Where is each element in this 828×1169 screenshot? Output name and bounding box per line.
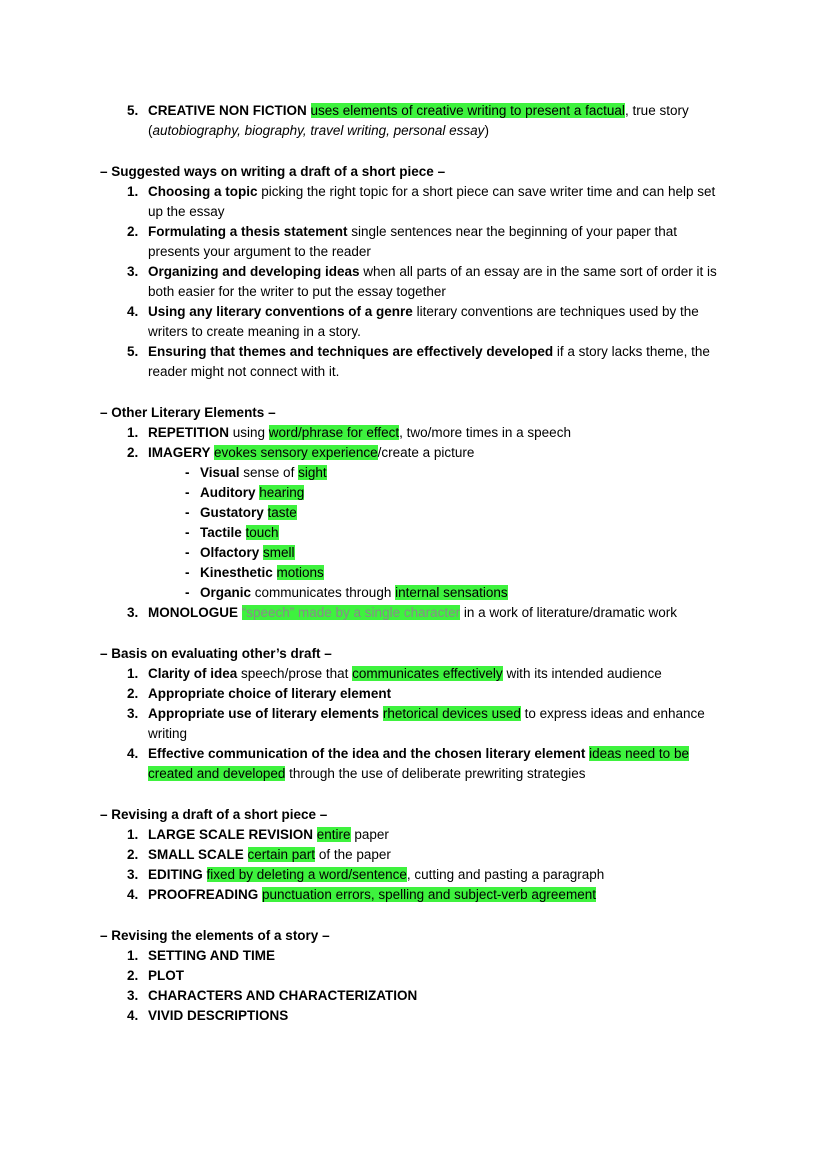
highlighted-run: sight xyxy=(298,465,327,480)
text-run: SMALL SCALE xyxy=(148,847,248,862)
item-text xyxy=(148,744,728,784)
dash-list-item xyxy=(185,523,728,543)
text-run: Kinesthetic xyxy=(200,565,277,580)
highlighted-run: motions xyxy=(276,565,324,580)
text-run: Clarity of idea xyxy=(148,666,242,681)
highlighted-run: word/phrase for effect xyxy=(268,425,400,440)
highlighted-run: ideas need to be created and developed xyxy=(148,746,689,781)
item-number: 2. xyxy=(127,445,139,460)
dash-bullet: - xyxy=(185,465,190,480)
numbered-list-item xyxy=(127,182,728,222)
text-run: EDITING xyxy=(148,867,207,882)
text-run: single sentences near the beginning of your paper that presents your argument to the reader xyxy=(148,224,678,259)
text-run: MONOLOGUE xyxy=(148,605,242,620)
dash-list-item xyxy=(185,543,728,563)
item-text xyxy=(148,664,728,684)
dash-bullet: - xyxy=(185,585,190,600)
text-run: speech/prose that xyxy=(241,666,353,681)
item-number: 1. xyxy=(127,948,139,963)
item-text xyxy=(148,946,728,966)
dash-bullet: - xyxy=(185,545,190,560)
document-section xyxy=(100,403,728,623)
numbered-list-item xyxy=(127,342,728,382)
text-run: with its intended audience xyxy=(502,666,662,681)
numbered-list-item xyxy=(127,744,728,784)
text-run: IMAGERY xyxy=(148,445,215,460)
numbered-list-item xyxy=(127,101,728,141)
item-text xyxy=(148,302,728,342)
text-run: picking the right topic for a short piece can save writer time and can help set up the essay xyxy=(148,184,716,219)
text-run: Effective communication of the idea and the chosen literary element xyxy=(148,746,590,761)
item-text xyxy=(148,603,728,623)
item-text xyxy=(148,342,728,382)
item-number: 5. xyxy=(127,103,139,118)
item-number: 2. xyxy=(127,847,139,862)
text-run: Tactile xyxy=(200,525,246,540)
document-content xyxy=(100,101,728,1026)
text-run: , two/more times in a speech xyxy=(399,425,571,440)
dash-list-item xyxy=(185,583,728,603)
text-run: autobiography, biography, travel writing, personal essay xyxy=(152,123,485,138)
dash-bullet: - xyxy=(185,505,190,520)
dash-list-item xyxy=(185,483,728,503)
subitem-text xyxy=(200,463,728,483)
numbered-list-item xyxy=(127,302,728,342)
text-run: LARGE SCALE REVISION xyxy=(148,827,317,842)
subitem-text xyxy=(200,563,728,583)
dash-list-item xyxy=(185,563,728,583)
item-number: 2. xyxy=(127,224,139,239)
text-run: of the paper xyxy=(315,847,391,862)
text-run: to express ideas and enhance writing xyxy=(148,706,705,741)
subitem-text xyxy=(200,523,728,543)
numbered-list-item xyxy=(127,845,728,865)
document-section xyxy=(100,805,728,905)
item-number: 1. xyxy=(127,425,139,440)
subitem-text xyxy=(200,543,728,563)
item-text xyxy=(148,845,728,865)
text-run: literary conventions are techniques used by the writers to create meaning in a story. xyxy=(148,304,699,339)
section-heading: – Other Literary Elements – xyxy=(100,405,276,420)
item-number: 2. xyxy=(127,968,139,983)
highlighted-run: taste xyxy=(267,505,297,520)
numbered-list-item xyxy=(127,603,728,623)
document-section xyxy=(100,101,728,141)
text-run: Appropriate use of literary elements xyxy=(148,706,383,721)
subitem-text xyxy=(200,583,728,603)
item-number: 1. xyxy=(127,184,139,199)
text-run: Organizing and developing ideas xyxy=(148,264,364,279)
numbered-list-item xyxy=(127,946,728,966)
item-number: 3. xyxy=(127,867,139,882)
text-run: PROOFREADING xyxy=(148,887,263,902)
section-heading: – Suggested ways on writing a draft of a short piece – xyxy=(100,164,446,179)
text-run: Organic xyxy=(200,585,255,600)
dash-bullet: - xyxy=(185,485,190,500)
item-text xyxy=(148,423,728,443)
text-run: Formulating a thesis statement xyxy=(148,224,352,239)
subitem-text xyxy=(200,503,728,523)
item-text xyxy=(148,885,728,905)
numbered-list-item xyxy=(127,262,728,302)
highlighted-run: “speech” made by a single character xyxy=(241,605,461,620)
item-text xyxy=(148,182,728,222)
numbered-list-item xyxy=(127,865,728,885)
dash-list-item xyxy=(185,463,728,483)
item-text xyxy=(148,966,728,986)
highlighted-run: touch xyxy=(245,525,279,540)
highlighted-run: internal sensations xyxy=(395,585,508,600)
item-text xyxy=(148,684,728,704)
text-run: , cutting and pasting a paragraph xyxy=(406,867,605,882)
text-run: communicates through xyxy=(254,585,396,600)
dash-list-item xyxy=(185,503,728,523)
numbered-list-item xyxy=(127,885,728,905)
item-number: 4. xyxy=(127,304,139,319)
text-run: /create a picture xyxy=(377,445,475,460)
dash-bullet: - xyxy=(185,565,190,580)
numbered-list-item xyxy=(127,986,728,1006)
item-number: 4. xyxy=(127,887,139,902)
numbered-list-item xyxy=(127,684,728,704)
document-section xyxy=(100,644,728,784)
highlighted-run: punctuation errors, spelling and subject-verb agreement xyxy=(262,887,596,902)
highlighted-run: evokes sensory experience xyxy=(214,445,378,460)
section-heading: – Basis on evaluating other’s draft – xyxy=(100,646,332,661)
text-run: SETTING AND TIME xyxy=(148,948,275,963)
item-text xyxy=(148,1006,728,1026)
text-run: Choosing a topic xyxy=(148,184,262,199)
text-run: using xyxy=(232,425,269,440)
numbered-list-item xyxy=(127,222,728,262)
text-run: Olfactory xyxy=(200,545,264,560)
text-run: Using any literary conventions of a genre xyxy=(148,304,417,319)
text-run: Ensuring that themes and techniques are effectively developed xyxy=(148,344,557,359)
text-run: Auditory xyxy=(200,485,260,500)
item-number: 4. xyxy=(127,746,139,761)
item-number: 1. xyxy=(127,666,139,681)
text-run: through the use of deliberate prewriting strategies xyxy=(285,766,586,781)
item-number: 3. xyxy=(127,264,139,279)
text-run: paper xyxy=(350,827,389,842)
item-number: 3. xyxy=(127,988,139,1003)
item-text xyxy=(148,865,728,885)
item-number: 1. xyxy=(127,827,139,842)
item-text xyxy=(148,101,728,141)
item-number: 5. xyxy=(127,344,139,359)
highlighted-run: entire xyxy=(316,827,351,842)
item-text xyxy=(148,262,728,302)
text-run: CHARACTERS AND CHARACTERIZATION xyxy=(148,988,418,1003)
numbered-list-item xyxy=(127,443,728,463)
text-run: REPETITION xyxy=(148,425,233,440)
text-run: CREATIVE NON FICTION xyxy=(148,103,311,118)
item-text xyxy=(148,986,728,1006)
numbered-list-item xyxy=(127,1006,728,1026)
numbered-list-item xyxy=(127,423,728,443)
numbered-list-item xyxy=(127,825,728,845)
text-run: if a story lacks theme, the reader might not connect with it. xyxy=(148,344,710,379)
item-number: 3. xyxy=(127,605,139,620)
text-run: ) xyxy=(484,123,489,138)
text-run: Gustatory xyxy=(200,505,268,520)
numbered-list-item xyxy=(127,966,728,986)
highlighted-run: communicates effectively xyxy=(352,666,503,681)
dash-bullet: - xyxy=(185,525,190,540)
numbered-list-item xyxy=(127,704,728,744)
section-heading: – Revising the elements of a story – xyxy=(100,928,330,943)
highlighted-run: fixed by deleting a word/sentence xyxy=(206,867,407,882)
item-text xyxy=(148,825,728,845)
item-text xyxy=(148,704,728,744)
text-run: Appropriate choice of literary element xyxy=(148,686,392,701)
item-number: 3. xyxy=(127,706,139,721)
document-section xyxy=(100,162,728,382)
text-run: , true story ( xyxy=(148,103,689,138)
text-run: when all parts of an essay are in the same sort of order it is both easier for the writer to put the essay together xyxy=(148,264,717,299)
text-run: Visual xyxy=(200,465,244,480)
text-run: in a work of literature/dramatic work xyxy=(460,605,677,620)
item-text xyxy=(148,222,728,262)
item-number: 2. xyxy=(127,686,139,701)
highlighted-run: uses elements of creative writing to present a factual xyxy=(310,103,625,118)
section-heading: – Revising a draft of a short piece – xyxy=(100,807,328,822)
text-run: sense of xyxy=(243,465,299,480)
subitem-text xyxy=(200,483,728,503)
highlighted-run: hearing xyxy=(259,485,305,500)
text-run: PLOT xyxy=(148,968,184,983)
highlighted-run: certain part xyxy=(247,847,316,862)
highlighted-run: smell xyxy=(263,545,295,560)
document-section xyxy=(100,926,728,1026)
numbered-list-item xyxy=(127,664,728,684)
highlighted-run: rhetorical devices used xyxy=(382,706,521,721)
item-text xyxy=(148,443,728,463)
text-run: VIVID DESCRIPTIONS xyxy=(148,1008,289,1023)
item-number: 4. xyxy=(127,1008,139,1023)
